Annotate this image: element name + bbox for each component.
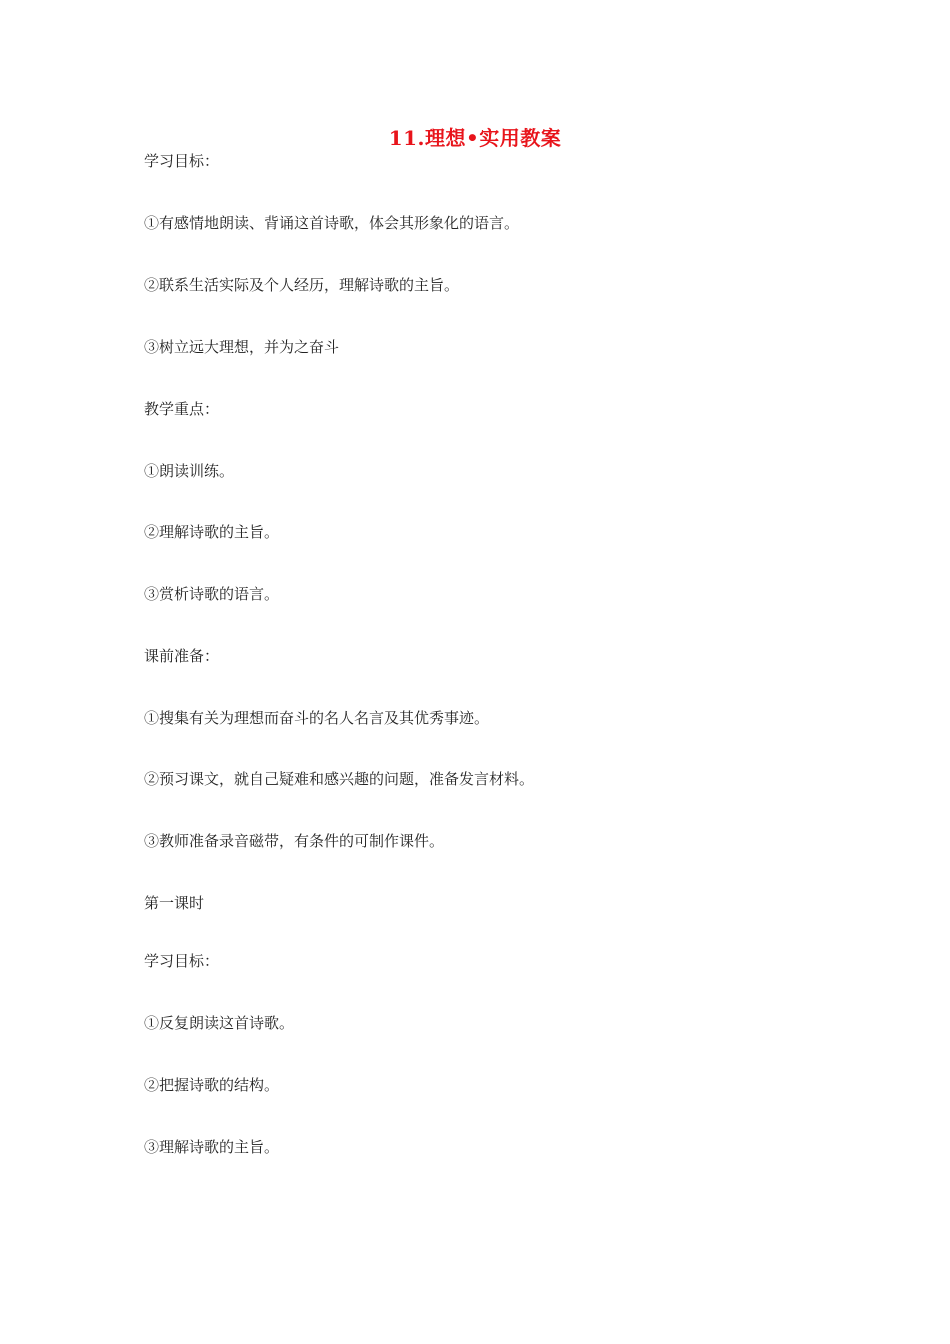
- lesson-objectives-heading: 学习目标：: [144, 952, 220, 970]
- key-point-item-3: ③赏析诗歌的语言。: [144, 585, 280, 603]
- section-heading-objectives: 学习目标：: [144, 152, 220, 170]
- lesson-objective-item-2: ②把握诗歌的结构。: [144, 1076, 280, 1094]
- objective-item-1: ①有感情地朗读、背诵这首诗歌，体会其形象化的语言。: [144, 214, 520, 232]
- key-point-item-2: ②理解诗歌的主旨。: [144, 523, 280, 541]
- preparation-item-1: ①搜集有关为理想而奋斗的名人名言及其优秀事迹。: [144, 709, 490, 727]
- lesson-heading-first: 第一课时: [144, 894, 205, 912]
- section-heading-key-points: 教学重点：: [144, 400, 220, 418]
- objective-item-2: ②联系生活实际及个人经历，理解诗歌的主旨。: [144, 276, 460, 294]
- key-point-item-1: ①朗读训练。: [144, 462, 235, 480]
- objective-item-3: ③树立远大理想，并为之奋斗: [144, 338, 340, 356]
- preparation-item-3: ③教师准备录音磁带，有条件的可制作课件。: [144, 832, 445, 850]
- document-title: 11.理想•实用教案: [388, 126, 562, 150]
- section-heading-preparation: 课前准备：: [144, 647, 220, 665]
- lesson-objective-item-3: ③理解诗歌的主旨。: [144, 1138, 280, 1156]
- lesson-objective-item-1: ①反复朗读这首诗歌。: [144, 1014, 295, 1032]
- preparation-item-2: ②预习课文，就自己疑难和感兴趣的问题，准备发言材料。: [144, 770, 535, 788]
